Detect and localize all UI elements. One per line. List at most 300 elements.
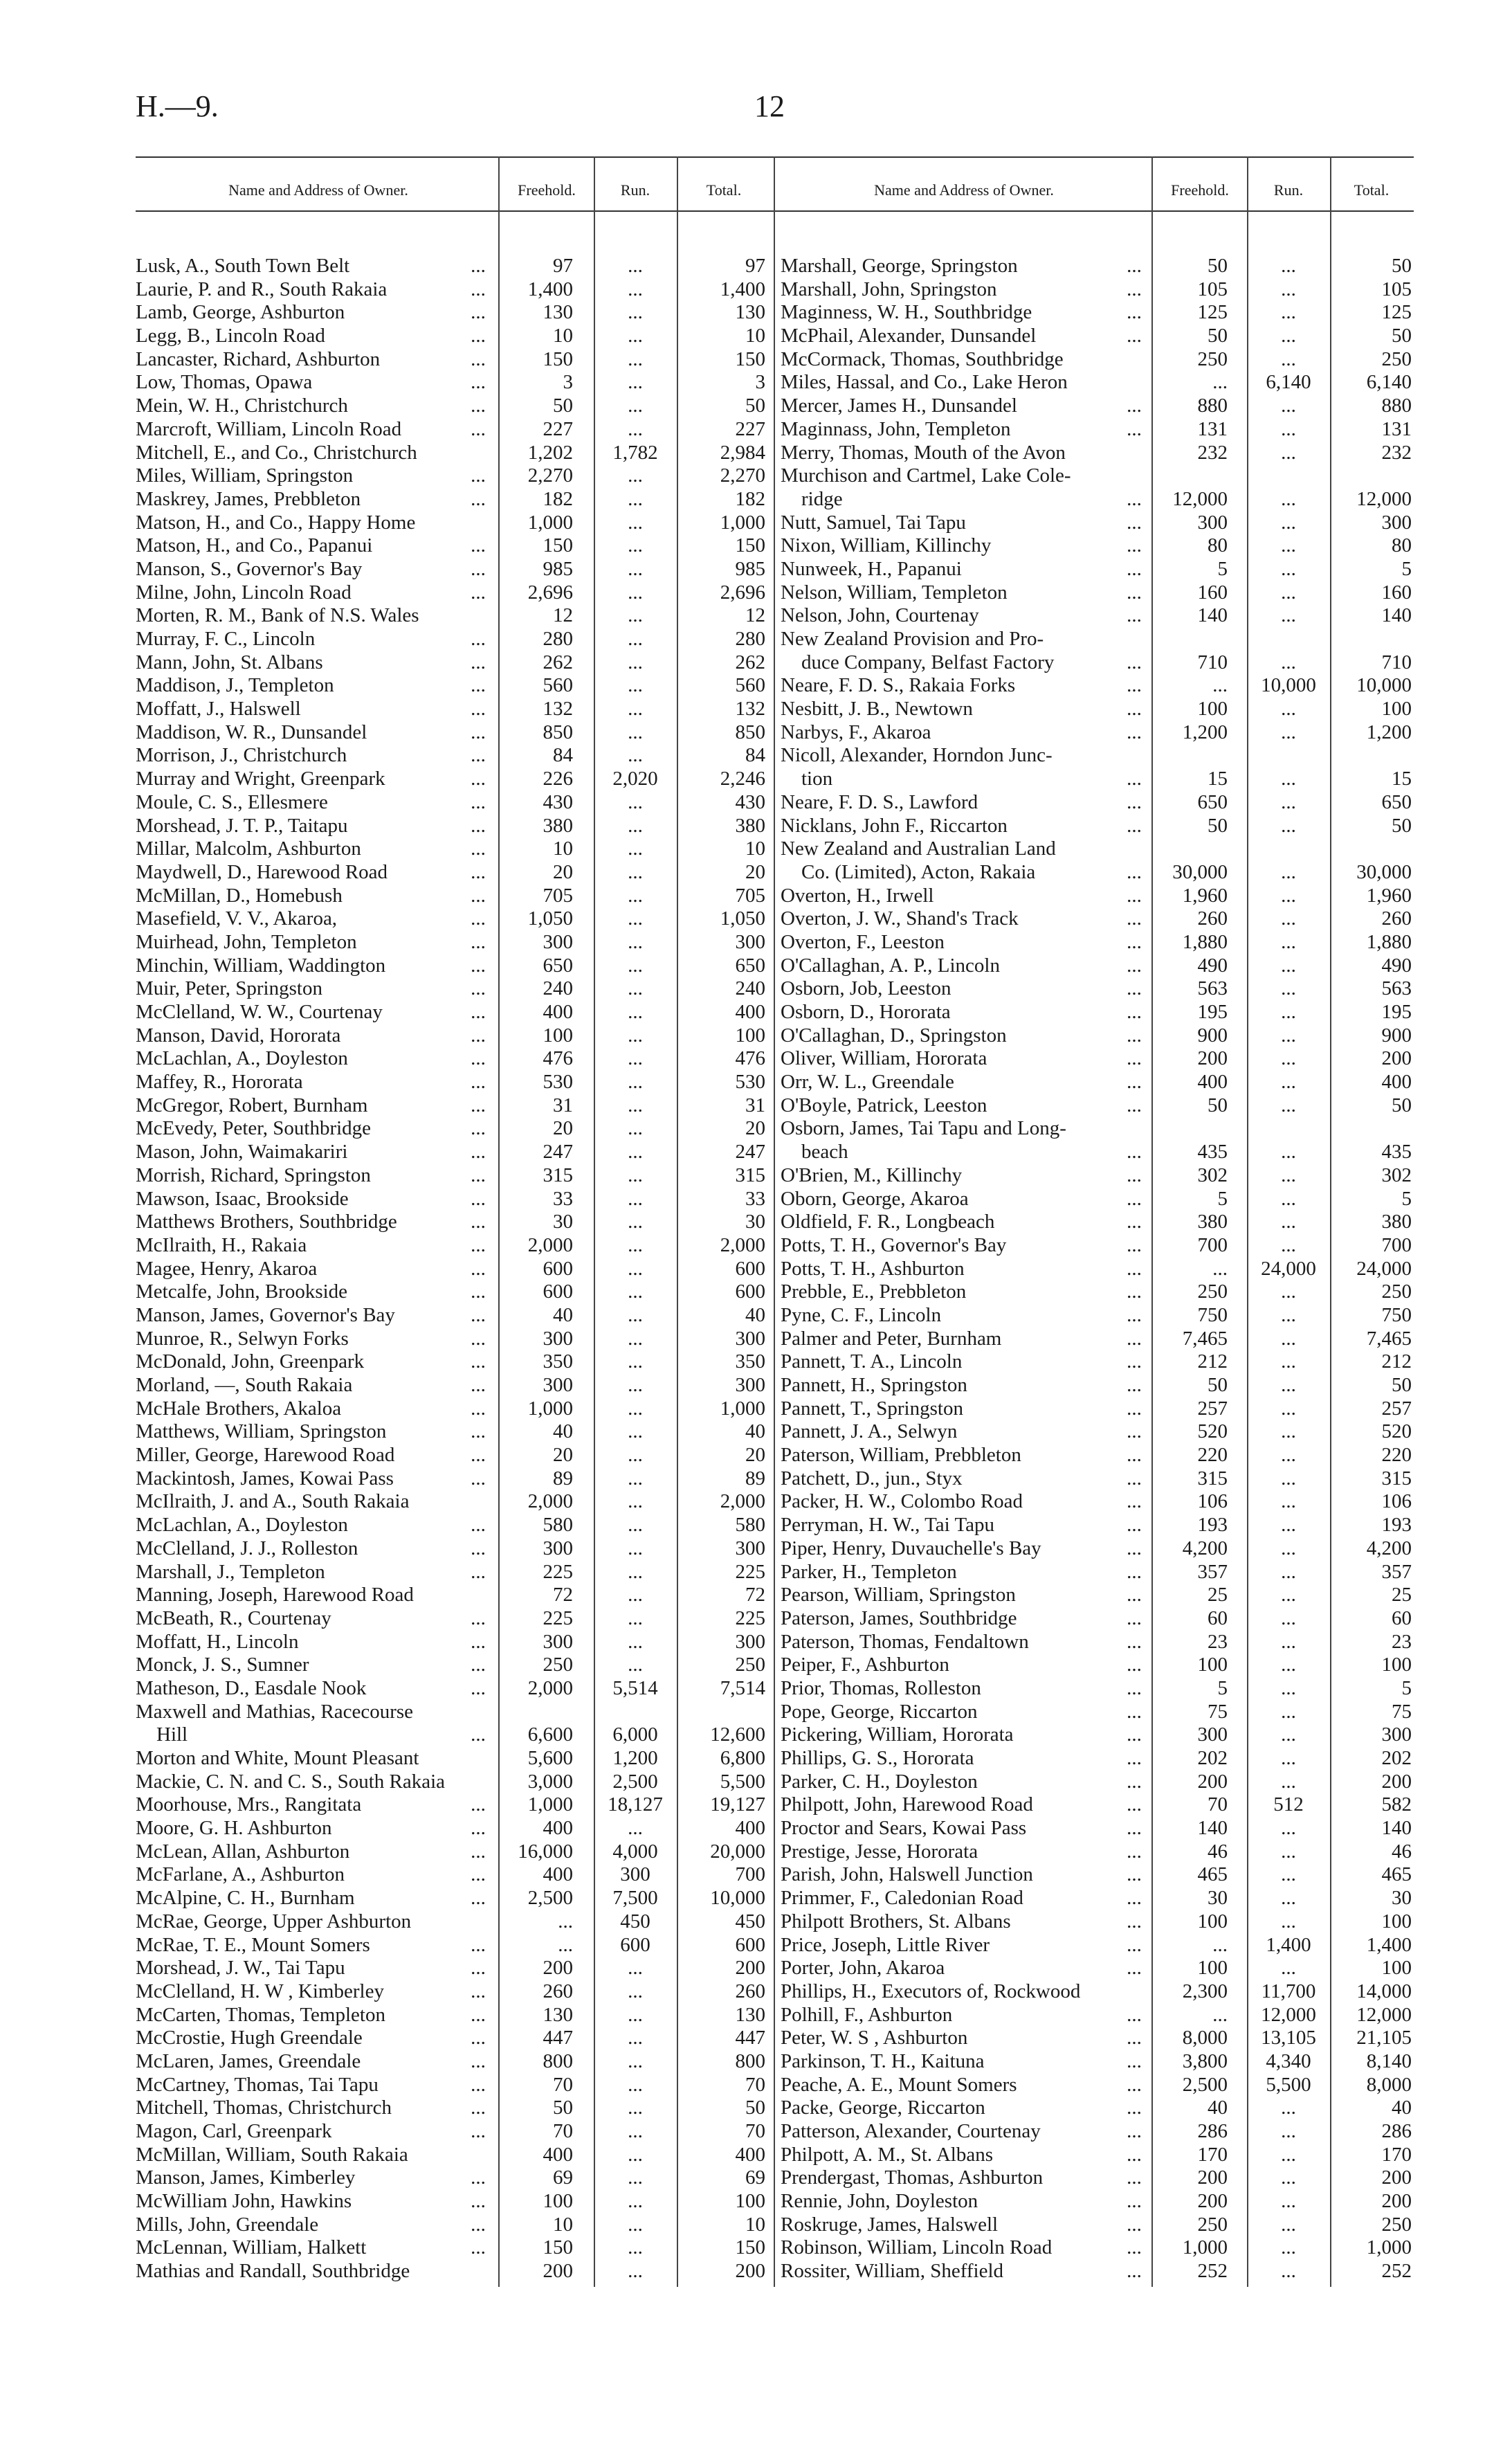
table-row — [781, 674, 1414, 698]
freehold-value: 1,880 — [1182, 930, 1228, 953]
run-value: ... — [628, 1211, 643, 1233]
freehold-value: 33 — [553, 1187, 573, 1210]
run-value: 300 — [620, 1863, 650, 1886]
run-value: ... — [1281, 1280, 1296, 1303]
freehold-value: ... — [1212, 1257, 1228, 1280]
total-value: 46 — [1392, 1840, 1412, 1863]
run-value: ... — [1281, 1374, 1296, 1396]
leader-dots: ... — [471, 1233, 486, 1256]
leader-dots: ... — [1127, 2143, 1142, 2166]
total-value: 8,000 — [1366, 2073, 1412, 2096]
leader-dots: ... — [1127, 1793, 1142, 1816]
total-value: 3 — [755, 371, 765, 394]
total-value: 150 — [735, 534, 765, 557]
run-value: ... — [1281, 2190, 1296, 2213]
table-row — [781, 1211, 1414, 1234]
owner-name: Price, Joseph, Little River — [781, 1933, 990, 1956]
owner-name: New Zealand and Australian Land — [781, 838, 1056, 860]
total-value: 400 — [735, 1817, 765, 1840]
table-row — [136, 348, 765, 372]
freehold-value: 70 — [1208, 1793, 1228, 1816]
leader-dots: ... — [1127, 1164, 1142, 1186]
leader-dots: ... — [471, 2190, 486, 2213]
table-row — [136, 2144, 765, 2167]
run-value: ... — [628, 1117, 643, 1140]
total-value: 100 — [735, 1024, 765, 1047]
owner-name: Potts, T. H., Governor's Bay — [781, 1233, 1007, 1256]
freehold-value: 23 — [1208, 1630, 1228, 1653]
owner-name: McLennan, William, Halkett — [136, 2236, 367, 2259]
run-value: 6,000 — [612, 1723, 658, 1746]
table-row — [781, 1374, 1414, 1397]
freehold-value: 300 — [543, 1374, 573, 1396]
run-value: ... — [1281, 581, 1296, 604]
freehold-value: 12 — [553, 604, 573, 627]
total-value: 300 — [735, 930, 765, 953]
run-value: 450 — [620, 1910, 650, 1932]
table-row — [136, 1024, 765, 1048]
leader-dots: ... — [1127, 674, 1142, 697]
total-value: 2,000 — [720, 1233, 765, 1256]
table-row — [781, 2236, 1414, 2260]
owner-name: Porter, John, Akaroa — [781, 1957, 945, 1980]
run-value: ... — [628, 604, 643, 627]
total-value: 50 — [1392, 1094, 1412, 1116]
run-value: ... — [628, 721, 643, 743]
freehold-value: 100 — [1197, 698, 1228, 721]
owner-name: Manson, James, Kimberley — [136, 2166, 356, 2189]
owner-name: Mills, John, Greendale — [136, 2213, 319, 2236]
run-value: ... — [628, 464, 643, 487]
leader-dots: ... — [1127, 1024, 1142, 1047]
total-value: 69 — [745, 2166, 765, 2189]
table-row — [781, 464, 1414, 488]
run-value: 18,127 — [608, 1793, 663, 1816]
freehold-value: 60 — [1208, 1606, 1228, 1629]
table-row — [136, 768, 765, 791]
run-value: ... — [628, 977, 643, 1000]
total-value: 250 — [1381, 2213, 1412, 2236]
freehold-value: 800 — [543, 2049, 573, 2072]
owner-name: McFarlane, A., Ashburton — [136, 1863, 345, 1886]
owner-name: Minchin, William, Waddington — [136, 954, 386, 977]
table-row — [136, 2004, 765, 2027]
total-value: 30 — [745, 1211, 765, 1233]
freehold-value: ... — [1212, 674, 1228, 697]
total-value: 30,000 — [1356, 860, 1412, 883]
leader-dots: ... — [1127, 1514, 1142, 1537]
leader-dots: ... — [1127, 884, 1142, 907]
table-row — [781, 2144, 1414, 2167]
leader-dots: ... — [471, 2049, 486, 2072]
table-row — [136, 628, 765, 651]
left-header-run: Run. — [620, 181, 650, 199]
leader-dots: ... — [471, 2120, 486, 2142]
leader-dots: ... — [1127, 581, 1142, 604]
freehold-value: 125 — [1197, 301, 1228, 324]
freehold-value: 1,400 — [527, 278, 573, 300]
table-row — [781, 371, 1414, 395]
run-value: ... — [628, 1654, 643, 1676]
table-row — [781, 2097, 1414, 2120]
table-row — [781, 325, 1414, 348]
leader-dots: ... — [1127, 2190, 1142, 2213]
freehold-value: 400 — [1197, 1071, 1228, 1094]
total-value: 23 — [1392, 1630, 1412, 1653]
leader-dots: ... — [471, 954, 486, 977]
leader-dots: ... — [1127, 2097, 1142, 2119]
owner-name: Laurie, P. and R., South Rakaia — [136, 278, 388, 300]
total-value: 220 — [1381, 1444, 1412, 1467]
total-value: 300 — [1381, 511, 1412, 534]
freehold-value: 250 — [1197, 2213, 1228, 2236]
total-value: 130 — [735, 301, 765, 324]
owner-name: Miles, Hassal, and Co., Lake Heron — [781, 371, 1068, 394]
run-value: ... — [1281, 768, 1296, 790]
table-row — [781, 2214, 1414, 2237]
table-row — [781, 791, 1414, 815]
left-owner-table — [136, 255, 765, 2283]
leader-dots: ... — [471, 1840, 486, 1863]
freehold-value: 600 — [543, 1280, 573, 1303]
leader-dots: ... — [1127, 1350, 1142, 1373]
freehold-value: 131 — [1197, 417, 1228, 440]
run-value: 1,782 — [612, 441, 658, 464]
owner-name: Packe, George, Riccarton — [781, 2097, 985, 2119]
table-row — [136, 464, 765, 488]
freehold-value: 2,000 — [527, 1490, 573, 1513]
freehold-value: 225 — [543, 1560, 573, 1583]
run-value: ... — [628, 884, 643, 907]
table-row — [136, 1094, 765, 1118]
owner-name: Manson, James, Governor's Bay — [136, 1303, 395, 1326]
table-row — [781, 1957, 1414, 1980]
total-value: 50 — [1392, 814, 1412, 837]
run-value: ... — [628, 395, 643, 417]
owner-name: Pannett, J. A., Selwyn — [781, 1420, 958, 1443]
leader-dots: ... — [471, 1327, 486, 1350]
total-value: 50 — [745, 2097, 765, 2119]
total-value: 5 — [1401, 557, 1412, 580]
table-row — [136, 1304, 765, 1328]
owner-name: McRae, George, Upper Ashburton — [136, 1910, 412, 1932]
freehold-value: 880 — [1197, 395, 1228, 417]
leader-dots: ... — [471, 1444, 486, 1467]
table-row — [781, 1910, 1414, 1934]
total-value: 260 — [1381, 907, 1412, 930]
run-value: ... — [1281, 721, 1296, 743]
leader-dots: ... — [1127, 557, 1142, 580]
table-row — [136, 604, 765, 628]
run-value: ... — [1281, 534, 1296, 557]
freehold-value: 563 — [1197, 977, 1228, 1000]
leader-dots: ... — [471, 1350, 486, 1373]
run-value: ... — [1281, 1467, 1296, 1490]
total-value: 200 — [735, 1957, 765, 1980]
freehold-value: 106 — [1197, 1490, 1228, 1513]
leader-dots: ... — [471, 1887, 486, 1910]
run-value: ... — [628, 325, 643, 347]
owner-name: Co. (Limited), Acton, Rakaia — [801, 860, 1036, 883]
right-header-name: Name and Address of Owner. — [874, 181, 1054, 199]
leader-dots: ... — [1127, 511, 1142, 534]
table-row — [781, 1094, 1414, 1118]
owner-name: Masefield, V. V., Akaroa, — [136, 907, 338, 930]
owner-name: Oldfield, F. R., Longbeach — [781, 1211, 995, 1233]
total-value: 8,140 — [1366, 2049, 1412, 2072]
leader-dots: ... — [1127, 814, 1142, 837]
total-value: 350 — [735, 1350, 765, 1373]
freehold-value: 31 — [553, 1094, 573, 1116]
freehold-value: 150 — [543, 347, 573, 370]
total-value: 650 — [735, 954, 765, 977]
table-row — [136, 1771, 765, 1794]
leader-dots: ... — [1127, 698, 1142, 721]
owner-name: Peache, A. E., Mount Somers — [781, 2073, 1017, 2096]
owner-name: Paterson, William, Prebbleton — [781, 1444, 1021, 1467]
table-row — [781, 954, 1414, 978]
leader-dots: ... — [471, 2166, 486, 2189]
total-value: 705 — [735, 884, 765, 907]
owner-name: Marcroft, William, Lincoln Road — [136, 417, 402, 440]
freehold-value: 75 — [1208, 1700, 1228, 1723]
total-value: 400 — [735, 2143, 765, 2166]
freehold-value: 40 — [553, 1303, 573, 1326]
owner-name: Lancaster, Richard, Ashburton — [136, 347, 381, 370]
freehold-value: 30 — [1208, 1887, 1228, 1910]
leader-dots: ... — [471, 651, 486, 673]
run-value: ... — [628, 301, 643, 324]
table-row — [136, 1117, 765, 1141]
freehold-value: 260 — [543, 1980, 573, 2002]
freehold-value: 435 — [1197, 1141, 1228, 1164]
leader-dots: ... — [1127, 2120, 1142, 2142]
freehold-value: 1,202 — [527, 441, 573, 464]
leader-dots: ... — [1127, 790, 1142, 813]
freehold-value: 130 — [543, 2003, 573, 2026]
owner-name: Nesbitt, J. B., Newtown — [781, 698, 973, 721]
owner-name: Nixon, William, Killinchy — [781, 534, 992, 557]
total-value: 1,050 — [720, 907, 765, 930]
owner-name: Prendergast, Thomas, Ashburton — [781, 2166, 1044, 2189]
total-value: 202 — [1381, 1747, 1412, 1769]
total-value: 193 — [1381, 1514, 1412, 1537]
leader-dots: ... — [471, 1397, 486, 1420]
total-value: 97 — [745, 255, 765, 277]
leader-dots: ... — [1127, 1910, 1142, 1932]
total-value: 50 — [1392, 1374, 1412, 1396]
total-value: 520 — [1381, 1420, 1412, 1443]
run-value: ... — [1281, 2097, 1296, 2119]
total-value: 50 — [1392, 325, 1412, 347]
table-row — [136, 2190, 765, 2214]
leader-dots: ... — [1127, 395, 1142, 417]
table-row — [781, 768, 1414, 791]
run-value: 4,000 — [612, 1840, 658, 1863]
leader-dots: ... — [1127, 325, 1142, 347]
freehold-value: 97 — [553, 255, 573, 277]
total-value: 10 — [745, 2213, 765, 2236]
total-value: 400 — [735, 1001, 765, 1023]
total-value: 195 — [1381, 1001, 1412, 1023]
owner-name: Manning, Joseph, Harewood Road — [136, 1584, 414, 1606]
run-value: ... — [1281, 1840, 1296, 1863]
run-value: ... — [628, 1350, 643, 1373]
run-value: ... — [628, 1560, 643, 1583]
total-value: 10 — [745, 838, 765, 860]
table-row — [781, 1164, 1414, 1188]
owner-name: Pannett, T., Springston — [781, 1397, 963, 1420]
freehold-value: 400 — [543, 1817, 573, 1840]
table-row — [781, 721, 1414, 745]
owner-name: McRae, T. E., Mount Somers — [136, 1933, 370, 1956]
run-value: ... — [1281, 860, 1296, 883]
total-value: 7,465 — [1366, 1327, 1412, 1350]
total-value: 300 — [735, 1630, 765, 1653]
run-value: ... — [1281, 1444, 1296, 1467]
table-row — [781, 1280, 1414, 1304]
freehold-value: 3,000 — [527, 1770, 573, 1793]
table-row — [136, 418, 765, 442]
leader-dots: ... — [471, 1723, 486, 1746]
owner-name: Lamb, George, Ashburton — [136, 301, 345, 324]
table-row — [136, 651, 765, 675]
table-row — [781, 1467, 1414, 1491]
table-row — [136, 1350, 765, 1374]
freehold-value: 400 — [543, 1001, 573, 1023]
table-row — [781, 1793, 1414, 1817]
table-row — [136, 558, 765, 581]
freehold-value: 985 — [543, 557, 573, 580]
total-value: 2,000 — [720, 1490, 765, 1513]
leader-dots: ... — [471, 395, 486, 417]
table-row — [136, 1420, 765, 1444]
freehold-value: 1,200 — [1182, 721, 1228, 743]
owner-name: Matson, H., and Co., Papanui — [136, 534, 373, 557]
freehold-value: 12,000 — [1172, 487, 1228, 510]
total-value: 302 — [1381, 1164, 1412, 1186]
leader-dots: ... — [1127, 1560, 1142, 1583]
owner-name: Rossiter, William, Sheffield — [781, 2260, 1004, 2283]
run-value: ... — [1281, 557, 1296, 580]
leader-dots: ... — [471, 977, 486, 1000]
table-row — [781, 1234, 1414, 1258]
owner-name: McLaren, James, Greendale — [136, 2049, 361, 2072]
run-value: ... — [1281, 1211, 1296, 1233]
leader-dots: ... — [471, 2097, 486, 2119]
total-value: 476 — [735, 1047, 765, 1070]
run-value: ... — [1281, 1397, 1296, 1420]
leader-dots: ... — [471, 1187, 486, 1210]
table-row — [136, 1561, 765, 1584]
run-value: 4,340 — [1266, 2049, 1311, 2072]
owner-name: Maddison, W. R., Dunsandel — [136, 721, 367, 743]
owner-name: Piper, Henry, Duvauchelle's Bay — [781, 1537, 1041, 1559]
table-row — [136, 1654, 765, 1677]
owner-name: McLachlan, A., Doyleston — [136, 1514, 348, 1537]
run-value: ... — [628, 1094, 643, 1116]
total-value: 170 — [1381, 2143, 1412, 2166]
owner-name: McWilliam John, Hawkins — [136, 2190, 352, 2213]
table-row — [136, 721, 765, 745]
run-value: ... — [628, 790, 643, 813]
run-value: ... — [628, 2073, 643, 2096]
table-row — [781, 2004, 1414, 2027]
owner-name: Metcalfe, John, Brookside — [136, 1280, 348, 1303]
leader-dots: ... — [471, 2003, 486, 2026]
table-row — [781, 1701, 1414, 1724]
leader-dots: ... — [471, 2073, 486, 2096]
table-row — [781, 1561, 1414, 1584]
leader-dots: ... — [1127, 2236, 1142, 2259]
table-row — [781, 1887, 1414, 1910]
table-row — [781, 2190, 1414, 2214]
leader-dots: ... — [471, 1141, 486, 1164]
table-row — [781, 885, 1414, 908]
leader-dots: ... — [1127, 1840, 1142, 1863]
table-row — [136, 1047, 765, 1071]
table-row — [781, 2027, 1414, 2050]
owner-name: Pannett, T. A., Lincoln — [781, 1350, 963, 1373]
freehold-value: 300 — [543, 1537, 573, 1559]
owner-name: Neare, F. D. S., Lawford — [781, 790, 978, 813]
freehold-value: 2,000 — [527, 1676, 573, 1699]
table-row — [781, 1771, 1414, 1794]
run-value: ... — [628, 1397, 643, 1420]
total-value: 985 — [735, 557, 765, 580]
run-value: ... — [628, 581, 643, 604]
run-value: ... — [628, 1187, 643, 1210]
owner-name: McPhail, Alexander, Dunsandel — [781, 325, 1037, 347]
total-value: 30 — [1392, 1887, 1412, 1910]
freehold-value: 1,000 — [527, 511, 573, 534]
freehold-value: 100 — [1197, 1654, 1228, 1676]
total-value: 380 — [1381, 1211, 1412, 1233]
total-value: 4,200 — [1366, 1537, 1412, 1559]
run-value: ... — [1281, 1233, 1296, 1256]
run-value: ... — [1281, 1747, 1296, 1769]
table-row — [781, 1631, 1414, 1654]
table-row — [136, 931, 765, 954]
total-value: 300 — [1381, 1723, 1412, 1746]
leader-dots: ... — [1127, 1863, 1142, 1886]
leader-dots: ... — [1127, 2027, 1142, 2049]
freehold-value: 182 — [543, 487, 573, 510]
run-value: 11,700 — [1261, 1980, 1316, 2002]
leader-dots: ... — [1127, 977, 1142, 1000]
owner-name: Mason, John, Waimakariri — [136, 1141, 348, 1164]
owner-name: Moule, C. S., Ellesmere — [136, 790, 328, 813]
total-value: 12,600 — [710, 1723, 765, 1746]
freehold-value: 202 — [1197, 1747, 1228, 1769]
table-row — [781, 395, 1414, 418]
total-value: 12,000 — [1356, 2003, 1412, 2026]
total-value: 132 — [735, 698, 765, 721]
table-row — [781, 977, 1414, 1001]
freehold-value: 2,300 — [1182, 1980, 1228, 2002]
leader-dots: ... — [1127, 1094, 1142, 1116]
table-row — [136, 1490, 765, 1514]
freehold-value: 750 — [1197, 1303, 1228, 1326]
freehold-value: 3 — [563, 371, 573, 394]
leader-dots: ... — [1127, 1280, 1142, 1303]
leader-dots: ... — [1127, 255, 1142, 277]
run-value: ... — [628, 487, 643, 510]
leader-dots: ... — [1127, 1817, 1142, 1840]
page-number: 12 — [754, 89, 785, 123]
table-row — [136, 1514, 765, 1537]
table-row — [136, 885, 765, 908]
